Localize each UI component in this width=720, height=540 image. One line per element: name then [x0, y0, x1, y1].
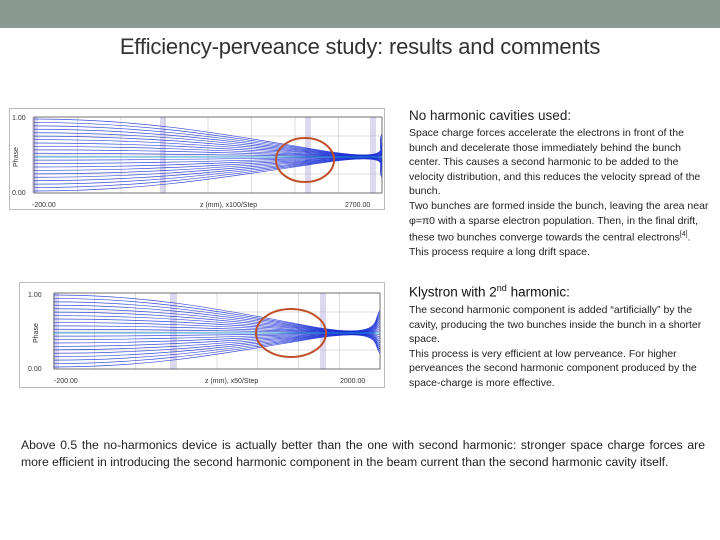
paragraph-text: . — [687, 231, 691, 244]
paragraph-text: Two bunches are formed inside the bunch, leaving the area near — [409, 199, 709, 212]
paragraph-text: with a sparse electron population. Then, in the final drift, these two bunches converge towards the central electrons — [409, 214, 699, 244]
y-axis-title: Phase — [33, 323, 40, 343]
y-axis-title: Phase — [13, 147, 20, 167]
section-body-second-harmonic — [409, 303, 715, 391]
paragraph: Space charge forces accelerate the electrons in front of the bunch and decelerate those immediately behind the bunch center. This causes a second harmonic to be added to the velocity distribution, and this reduces the velocity spread of the bunch. — [409, 127, 701, 198]
phase-plot-1-svg — [10, 109, 384, 209]
x-axis-right-label: 2700.00 — [345, 202, 371, 209]
x-axis-left-label: -200.00 — [54, 378, 78, 385]
phase-plot-second-harmonic — [19, 282, 385, 388]
y-axis-top-label: 1.00 — [28, 292, 42, 299]
x-axis-title: z (mm), x100/Step — [200, 202, 258, 209]
paragraph — [409, 199, 715, 245]
reference-marker: [4] — [679, 231, 688, 239]
paragraph: This process require a long drift space. — [409, 246, 590, 259]
heading-text: harmonic: — [506, 284, 570, 300]
paragraph: This process is very efficient at low perveance. For higher perveances the second harmonic component produced by the space-charge is more effective. — [409, 347, 697, 389]
section-heading-no-harmonic: No harmonic cavities used: — [409, 108, 572, 123]
phase-plot-2-svg — [20, 283, 384, 387]
x-axis-right-label: 2000.00 — [340, 378, 366, 385]
y-axis-bottom-label: 0.00 — [28, 366, 42, 373]
phase-symbol: φ=π0 — [409, 214, 436, 227]
phase-plot-no-harmonic — [9, 108, 385, 210]
x-axis-title: z (mm), x50/Step — [205, 378, 259, 385]
section-body-no-harmonic — [409, 126, 715, 260]
y-axis-bottom-label: 0.00 — [12, 190, 26, 197]
slide-title: Efficiency-perveance study: results and comments — [119, 34, 601, 59]
conclusion-paragraph: Above 0.5 the no-harmonics device is actually better than the one with second harmonic: stronger space charge forces are more efficient in introducing the second harmonic component in the beam current than the second harmonic cavity itself. — [21, 438, 705, 469]
y-axis-top-label: 1.00 — [12, 115, 26, 122]
paragraph: The second harmonic component is added “artificially” by the cavity, producing the two bunches inside the bunch in a shorter space. — [409, 304, 702, 346]
heading-text: Klystron with 2 — [409, 284, 497, 300]
section-heading-second-harmonic — [409, 283, 570, 300]
x-axis-left-label: -200.00 — [32, 202, 56, 209]
slide-header-bar — [0, 0, 720, 28]
heading-superscript: nd — [496, 283, 507, 293]
